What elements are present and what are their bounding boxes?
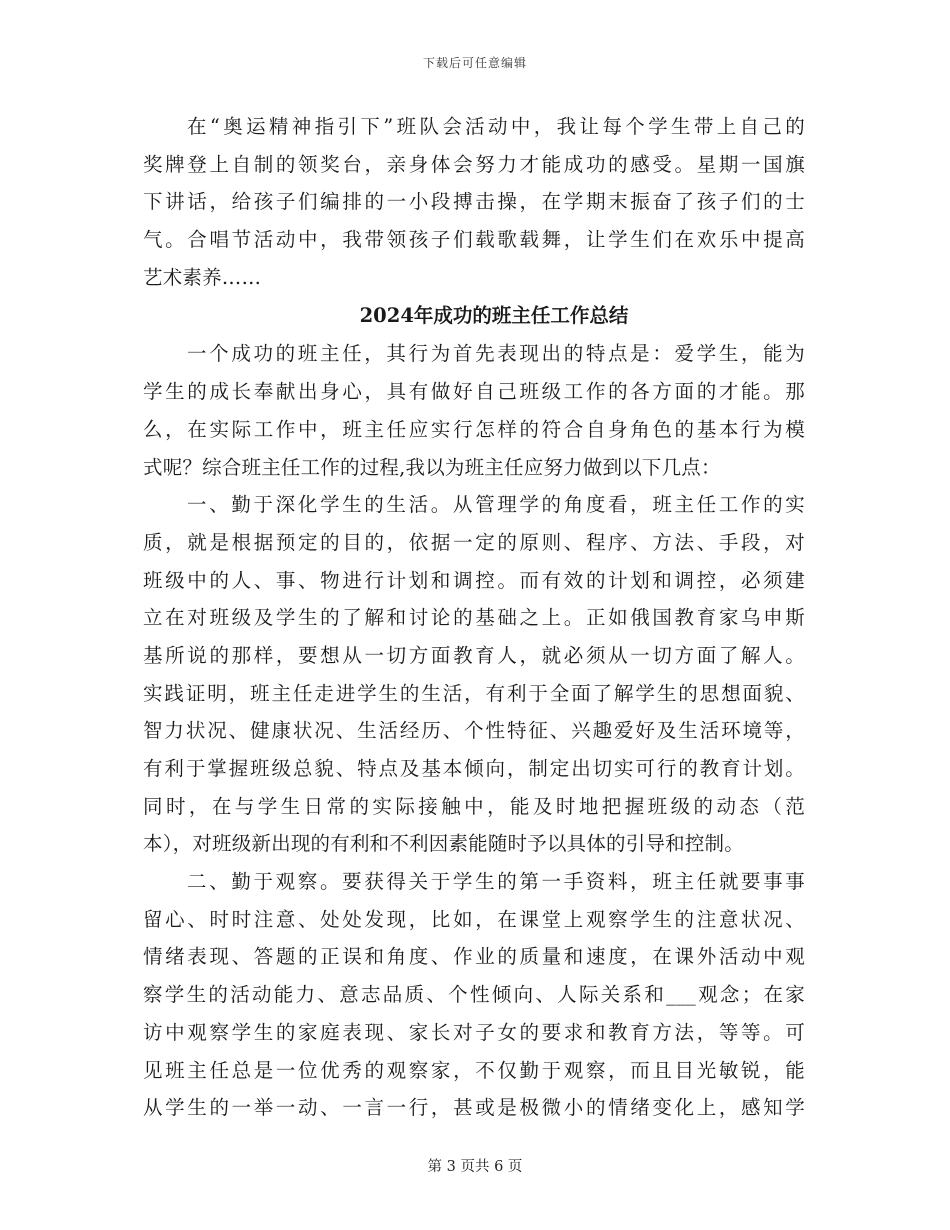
text-line: 奖牌登上自制的领奖台，亲身体会努力才能成功的感受。星期一国旗: [143, 152, 805, 176]
document-body: [143, 108, 805, 1127]
text-line: 班级中的人、事、物进行计划和调控。而有效的计划和调控，必须建: [143, 568, 805, 592]
text-line: 立在对班级及学生的了解和讨论的基础之上。正如俄国教育家乌申斯: [143, 606, 805, 630]
text-line: 么，在实际工作中，班主任应实行怎样的符合自身角色的基本行为模: [143, 417, 805, 441]
text-line: 实践证明，班主任走进学生的生活，有利于全面了解学生的思想面貌、: [143, 681, 805, 705]
text-line: 基所说的那样，要想从一切方面教育人，就必须从一切方面了解人。: [143, 643, 805, 667]
text-line: 情绪表现、答题的正误和角度、作业的质量和速度，在课外活动中观: [143, 945, 805, 969]
text-line: 智力状况、健康状况、生活经历、个性特征、兴趣爱好及生活环境等，: [143, 719, 805, 743]
text-line: 二、勤于观察。要获得关于学生的第一手资料，班主任就要事事: [187, 870, 805, 894]
page-header: 下载后可任意编辑: [422, 56, 527, 70]
text-line: 从学生的一举一动、一言一行，甚或是极微小的情绪变化上，感知学: [143, 1096, 805, 1120]
paragraph: [143, 486, 805, 863]
text-line: 留心、时时注意、处处发现，比如，在课堂上观察学生的注意状况、: [143, 907, 805, 931]
text-line: 一、勤于深化学生的生活。从管理学的角度看，班主任工作的实: [187, 493, 805, 517]
text-line: 质，就是根据预定的目的，依据一定的原则、程序、方法、手段，对: [143, 530, 805, 554]
paragraph: [143, 863, 805, 1127]
section-title: 2024年成功的班主任工作总结: [359, 304, 629, 328]
text-line: 访中观察学生的家庭表现、家长对子女的要求和教育方法，等等。可: [143, 1020, 805, 1044]
text-line: 见班主任总是一位优秀的观察家，不仅勤于观察，而且目光敏锐，能: [143, 1058, 805, 1082]
text-line: 察学生的活动能力、意志品质、个性倾向、人际关系和___观念；在家: [143, 983, 805, 1007]
text-line: 一个成功的班主任，其行为首先表现出的特点是：爱学生，能为: [187, 342, 805, 366]
page-footer: 第 3 页共 6 页: [427, 1159, 523, 1175]
text-line: 在“奥运精神指引下”班队会活动中，我让每个学生带上自己的: [187, 115, 805, 138]
text-line: 式呢？综合班主任工作的过程,我以为班主任应努力做到以下几点：: [143, 455, 721, 479]
text-line: 有利于掌握班级总貌、特点及基本倾向，制定出切实可行的教育计划。: [143, 757, 805, 780]
text-line: 学生的成长奉献出身心，具有做好自己班级工作的各方面的才能。那: [143, 380, 805, 404]
text-line: 下讲话，给孩子们编排的一小段搏击操，在学期末振奋了孩子们的士: [143, 190, 805, 214]
text-line: 本），对班级新出现的有利和不利因素能随时予以具体的引导和控制。: [143, 832, 744, 856]
text-line: 气。合唱节活动中，我带领孩子们载歌载舞，让学生们在欢乐中提高: [143, 228, 805, 252]
text-line: 同时，在与学生日常的实际接触中，能及时地把握班级的动态（范: [143, 794, 805, 818]
text-line: 艺术素养……: [143, 265, 262, 289]
paragraph: [143, 108, 805, 296]
paragraph: [143, 335, 805, 486]
